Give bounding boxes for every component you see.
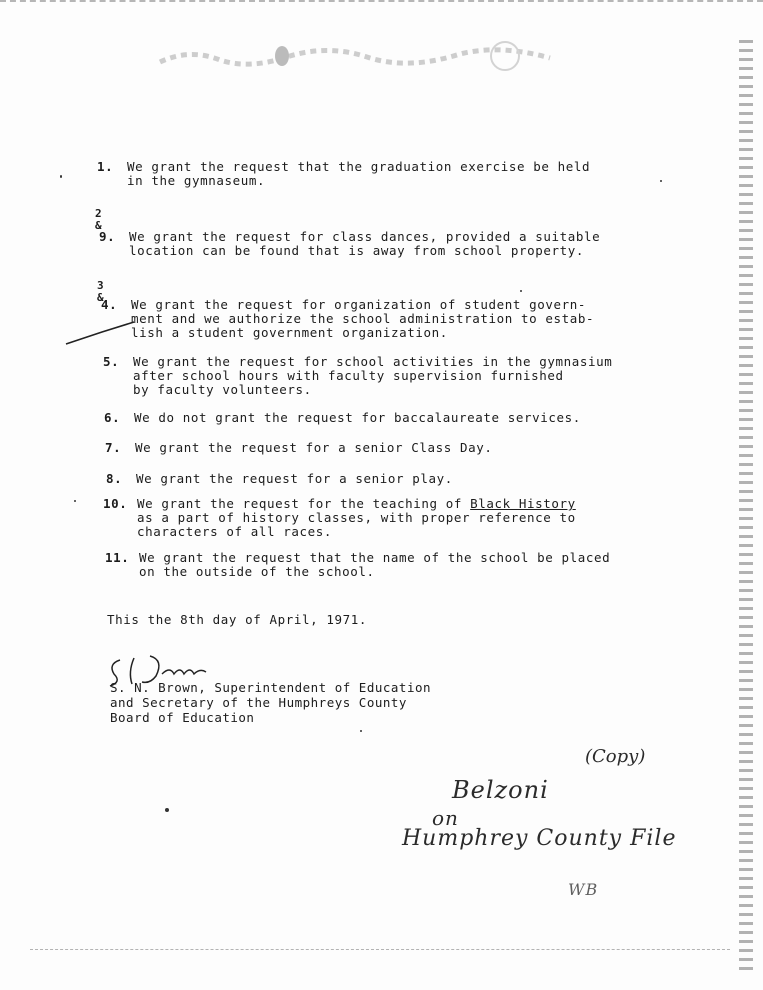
resolution-item [103,496,576,539]
item-number: 7. [105,440,122,455]
underlined-text: Black History [470,496,576,511]
item-text: We grant the request for class dances, provided a suitable location can be found that is away from school property. [129,229,601,258]
item-text: We grant the request that the name of the school be placed on the outside of the school. [139,550,611,579]
signature-block: S. N. Brown, Superintendent of Education and Secretary of the Humphreys County Board of Education [110,680,432,725]
scan-speck [74,500,76,502]
margin-mark: 3 & [97,279,104,304]
resolution-item [103,354,613,397]
item-text: We grant the request for school activities in the gymnasium after school hours with faculty supervision furnished by faculty volunteers. [133,354,613,397]
margin-mark: 2 & [95,207,102,232]
scan-right-edge [739,40,753,970]
resolution-item [99,229,601,258]
item-text: We grant the request for a senior play. [136,471,453,486]
item-number: 10. [103,496,128,511]
scan-top-border [0,0,763,8]
scan-speck [660,180,662,182]
handwritten-initials: WB [568,880,599,899]
resolution-item [105,440,493,455]
resolution-item [97,159,591,188]
date-line: This the 8th day of April, 1971. [107,612,368,627]
faded-letterhead [150,34,570,74]
item-text: We grant the request for organization of student govern- ment and we authorize the school administration to estab- lish a student government organization. [131,297,595,340]
item-number: 9. [99,229,116,244]
item-text: We grant the request that the graduation exercise be held in the gymnaseum. [127,159,591,188]
scan-bottom-edge [30,949,730,952]
handwritten-note: Humphrey County File [402,826,677,851]
item-number: 4. [101,297,118,312]
item-number: 5. [103,354,120,369]
scan-speck [520,290,522,292]
item-text: We grant the request for a senior Class Day. [135,440,493,455]
item-number: 6. [104,410,121,425]
item-number: 8. [106,471,123,486]
resolution-item [105,550,611,579]
scan-speck [165,808,169,812]
item-number: 11. [105,550,130,565]
handwritten-note: on [432,806,459,830]
scan-speck [360,730,362,732]
item-text: We grant the request for the teaching of Black History as a part of history classes, with proper reference to characters of all races. [137,496,576,539]
handwritten-note: Belzoni [452,776,549,804]
item-number: 1. [97,159,114,174]
pen-check-mark [62,318,142,348]
resolution-item [101,297,595,340]
item-text: We do not grant the request for baccalaureate services. [134,410,581,425]
resolution-item [106,471,453,486]
resolution-item [104,410,581,425]
handwritten-copy-note: (Copy) [585,746,646,767]
scan-speck [60,175,62,178]
